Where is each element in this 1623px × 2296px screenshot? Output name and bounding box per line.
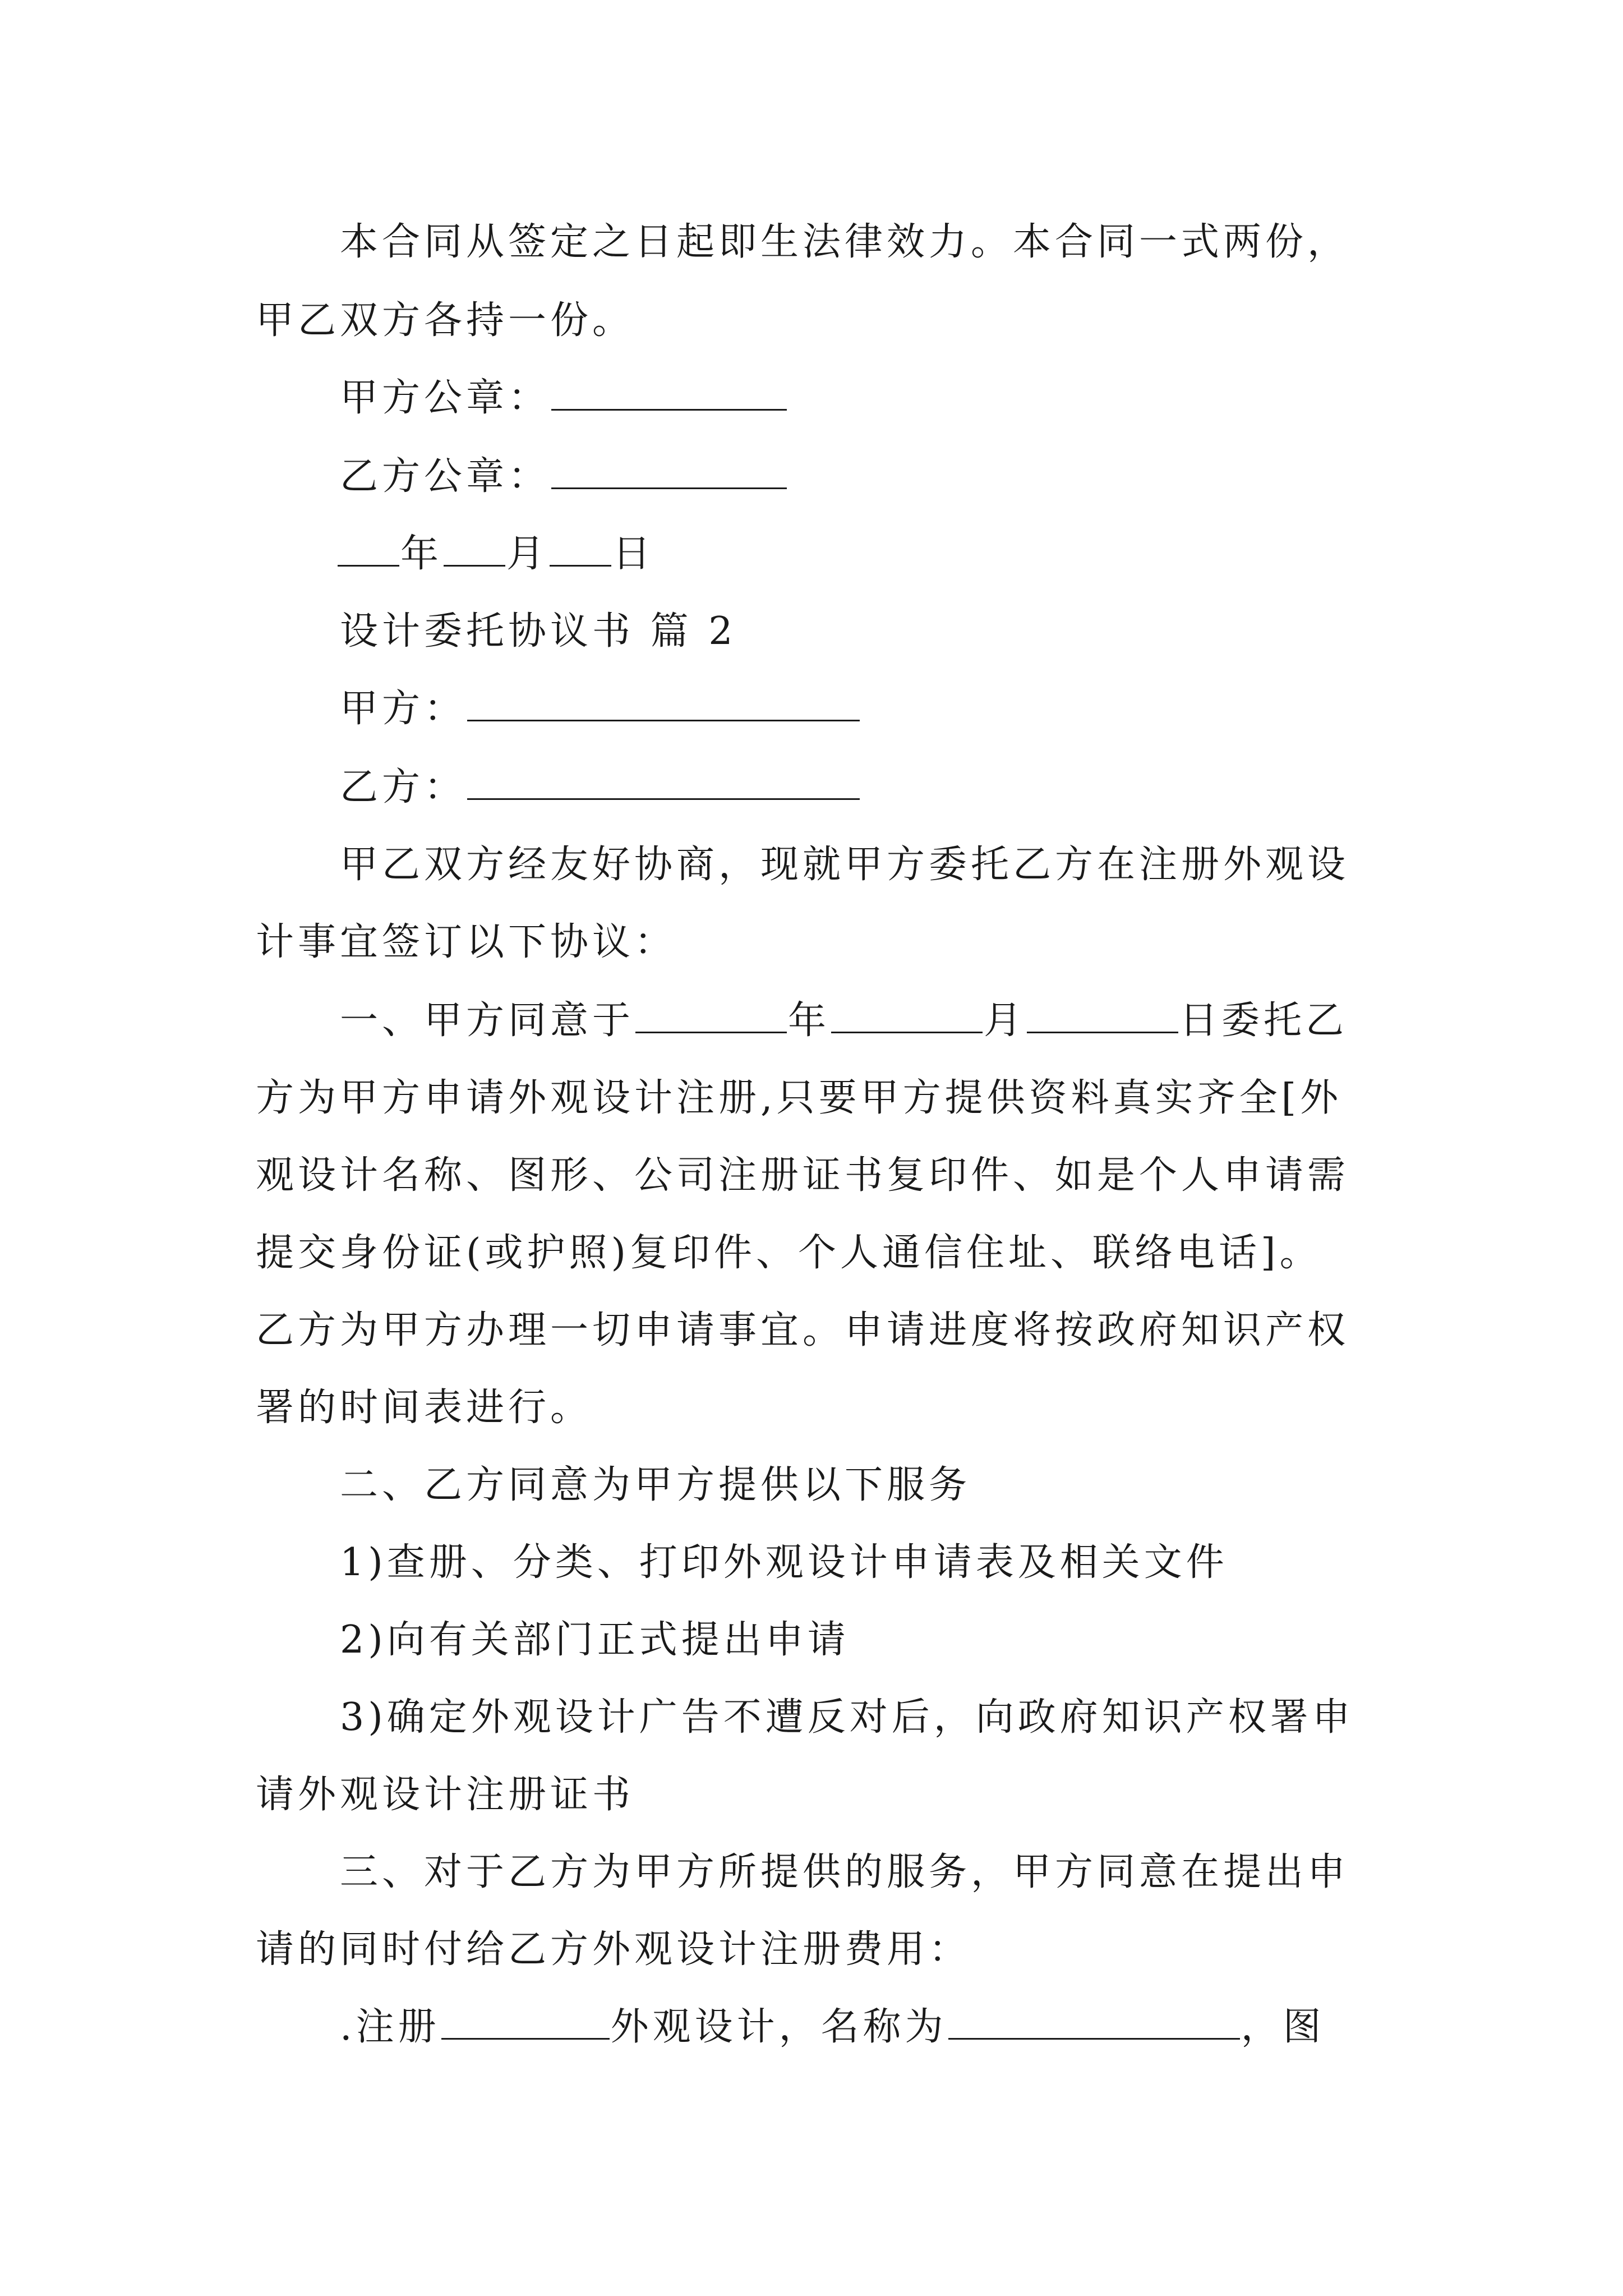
clause-1-prefix: 一、甲方同意于 — [340, 999, 635, 1043]
clause-1-day-blank — [1027, 1002, 1178, 1033]
clause-1-month-blank — [831, 1002, 983, 1033]
clause-1-line-1 — [340, 999, 1348, 1043]
seal-party-a-line — [340, 376, 788, 420]
clause-1-line-3: 观设计名称、图形、公司注册证书复印件、如是个人申请需 — [256, 1153, 1350, 1198]
clause-3-register-mid: 外观设计，名称为 — [610, 2005, 947, 2049]
party-a-label: 甲方： — [340, 687, 467, 731]
date-year-label: 年 — [400, 532, 443, 576]
clause-2-title: 二、乙方同意为甲方提供以下服务 — [340, 1463, 971, 1507]
party-b-line — [340, 765, 861, 809]
date-day-label: 日 — [612, 532, 655, 576]
date-line — [336, 532, 655, 576]
party-b-label: 乙方： — [340, 765, 467, 809]
date-year-blank — [338, 536, 399, 567]
clause-3-line-2: 请的同时付给乙方外观设计注册费用： — [256, 1927, 971, 1972]
clause-1-year-blank — [635, 1002, 787, 1033]
clause-3-count-blank — [441, 2009, 610, 2040]
clause-1-month-label: 月 — [984, 999, 1026, 1043]
clause-1-line-6: 署的时间表进行。 — [256, 1386, 593, 1430]
seal-party-b-label: 乙方公章： — [340, 454, 551, 499]
seal-party-b-blank — [551, 458, 787, 489]
clause-1-suffix: 日委托乙 — [1179, 999, 1348, 1043]
seal-party-a-label: 甲方公章： — [340, 376, 551, 420]
clause-1-line-5: 乙方为甲方办理一切申请事宜。申请进度将按政府知识产权 — [256, 1308, 1350, 1352]
clause-3-line-3 — [340, 2005, 1325, 2049]
clause-1-line-2: 方为甲方申请外观设计注册,只要甲方提供资料真实齐全[外 — [256, 1076, 1343, 1120]
paragraph-validity-line-1: 本合同从签定之日起即生法律效力。本合同一式两份， — [340, 220, 1350, 264]
seal-party-b-line — [340, 454, 788, 499]
section-title-2: 设计委托协议书 篇 2 — [340, 609, 737, 654]
clause-3-register-suffix: ，图 — [1241, 2005, 1325, 2049]
date-day-blank — [550, 536, 611, 567]
intro-line-1: 甲乙双方经友好协商，现就甲方委托乙方在注册外观设 — [340, 843, 1350, 887]
clause-1-line-4: 提交身份证(或护照)复印件、个人通信住址、联络电话]。 — [256, 1231, 1322, 1275]
date-month-label: 月 — [506, 532, 549, 576]
paragraph-validity-line-2: 甲乙双方各持一份。 — [256, 298, 635, 343]
party-a-blank — [467, 691, 860, 721]
clause-3-register-prefix: .注册 — [340, 2005, 440, 2049]
clause-2-item-3-line-2: 请外观设计注册证书 — [256, 1773, 635, 1817]
party-a-line — [340, 687, 861, 731]
intro-line-2: 计事宜签订以下协议： — [256, 920, 677, 964]
clause-3-line-1: 三、对于乙方为甲方所提供的服务，甲方同意在提出申 — [340, 1850, 1350, 1894]
clause-2-item-1: 1)查册、分类、打印外观设计申请表及相关文件 — [340, 1540, 1228, 1585]
seal-party-a-blank — [551, 380, 787, 411]
party-b-blank — [467, 769, 860, 800]
clause-3-name-blank — [948, 2009, 1240, 2040]
clause-2-item-3-line-1: 3)确定外观设计广告不遭反对后，向政府知识产权署申 — [340, 1695, 1354, 1740]
date-month-blank — [444, 536, 505, 567]
clause-1-year-label: 年 — [788, 999, 831, 1043]
clause-2-item-2: 2)向有关部门正式提出申请 — [340, 1618, 850, 1662]
